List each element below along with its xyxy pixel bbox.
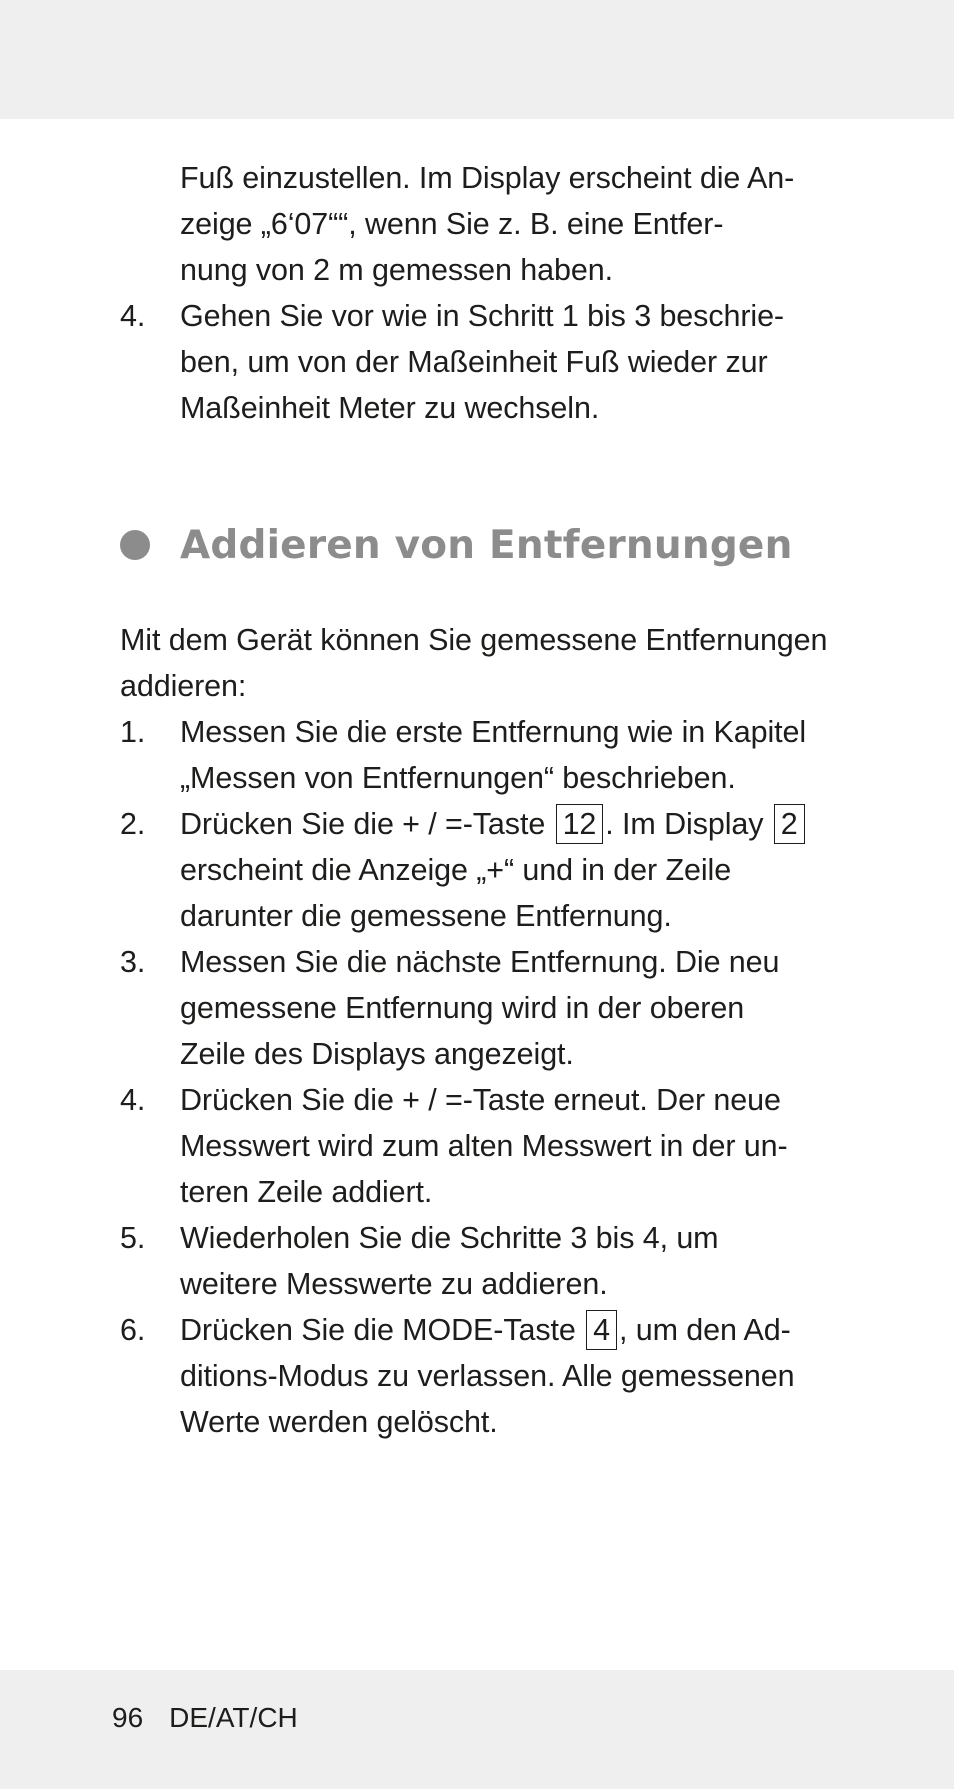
step-number: 4.: [120, 1083, 146, 1117]
list-item: [120, 293, 840, 431]
step-number: 5.: [120, 1221, 146, 1255]
text-line: Gehen Sie vor wie in Schritt 1 bis 3 beschrie-: [180, 299, 784, 333]
text-segment: Drücken Sie die MODE-Taste: [180, 1313, 585, 1347]
text-line: erscheint die Anzeige „+“ und in der Zeile: [180, 853, 732, 887]
step-number: 2.: [120, 807, 146, 841]
page-number: 96: [112, 1702, 144, 1733]
section-heading: [120, 515, 880, 575]
part-reference-box: 12: [556, 804, 604, 844]
list-item: [120, 939, 840, 1077]
top-band: [0, 0, 954, 119]
text-line: Fuß einzustellen. Im Display erscheint die An-: [180, 161, 795, 195]
text-line: weitere Messwerte zu addieren.: [180, 1267, 608, 1301]
text-line: zeige „6‘07““, wenn Sie z. B. eine Entfer-: [180, 207, 724, 241]
text-line: ditions-Modus zu verlassen. Alle gemessenen: [180, 1359, 795, 1393]
text-line: ben, um von der Maßeinheit Fuß wieder zur: [180, 345, 768, 379]
text-line: Wiederholen Sie die Schritte 3 bis 4, um: [180, 1221, 719, 1255]
list-item: [120, 1077, 840, 1215]
list-item: [120, 1215, 840, 1307]
text-line: „Messen von Entfernungen“ beschrieben.: [180, 761, 736, 795]
text-line: addieren:: [120, 669, 247, 703]
section-title: Addieren von Entfernungen: [180, 522, 793, 568]
intro-paragraph: [120, 617, 850, 709]
continuation-paragraph: [180, 155, 840, 293]
list-item: [120, 709, 840, 801]
text-line: darunter die gemessene Entfernung.: [180, 899, 672, 933]
text-segment: , um den Ad-: [618, 1313, 791, 1347]
text-line: gemessene Entfernung wird in der oberen: [180, 991, 745, 1025]
text-line: Zeile des Displays angezeigt.: [180, 1037, 574, 1071]
unit-steps-list: [120, 293, 840, 431]
text-segment: Drücken Sie die + / =-Taste: [180, 807, 554, 841]
step-number: 4.: [120, 299, 146, 333]
step-number: 1.: [120, 715, 146, 749]
list-item: [120, 1307, 840, 1445]
text-line: Mit dem Gerät können Sie gemessene Entfernungen: [120, 623, 828, 657]
text-line: Werte werden gelöscht.: [180, 1405, 498, 1439]
page-footer: [112, 1698, 298, 1738]
region-label: DE/AT/CH: [169, 1702, 298, 1733]
part-reference-box: 2: [774, 804, 805, 844]
text-line: Messwert wird zum alten Messwert in der un-: [180, 1129, 788, 1163]
text-line: Messen Sie die nächste Entfernung. Die neu: [180, 945, 780, 979]
text-line: Maßeinheit Meter zu wechseln.: [180, 391, 600, 425]
text-line: [180, 1307, 840, 1353]
text-line: Drücken Sie die + / =-Taste erneut. Der neue: [180, 1083, 781, 1117]
step-number: 3.: [120, 945, 146, 979]
text-line: Messen Sie die erste Entfernung wie in Kapitel: [180, 715, 807, 749]
addition-steps-list: [120, 709, 840, 1445]
text-segment: . Im Display: [605, 807, 772, 841]
text-line: nung von 2 m gemessen haben.: [180, 253, 613, 287]
text-line: [180, 801, 840, 847]
text-line: teren Zeile addiert.: [180, 1175, 433, 1209]
list-item: [120, 801, 840, 939]
bullet-icon: [120, 530, 150, 560]
step-number: 6.: [120, 1313, 146, 1347]
part-reference-box: 4: [586, 1310, 617, 1350]
